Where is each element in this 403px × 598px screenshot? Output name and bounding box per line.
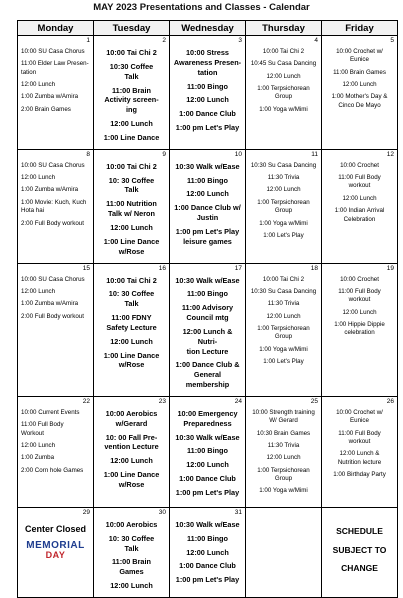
event-item: 12:00 Lunch xyxy=(266,312,301,320)
event-item: 10:00 Tai Chi 2 xyxy=(106,275,157,285)
day-cell xyxy=(18,263,94,396)
event-item: 12:00 Lunch xyxy=(110,456,153,466)
event-item: 12:00 Lunch xyxy=(110,222,153,232)
event-item: 12:00 Lunch xyxy=(21,81,56,89)
day-cell xyxy=(246,149,322,263)
event-item: 12:00 Lunch xyxy=(110,581,153,591)
day-number: 19 xyxy=(386,264,394,272)
event-item: 1:00 pm Let's Play xyxy=(175,488,240,497)
event-item: 10:00 Tai Chi 2 xyxy=(106,48,157,57)
event-item: 1:00 Line Dance w/Rose xyxy=(103,236,160,256)
day-cell xyxy=(246,396,322,507)
event-item: 10: 00 Fall Pre- vention Lecture xyxy=(104,432,159,452)
day-number: 5 xyxy=(390,37,394,44)
day-events xyxy=(170,150,245,253)
event-item: 11:00 Elder Law Presen- tation xyxy=(21,60,89,76)
event-item: 11:00 Bingo xyxy=(187,446,228,456)
day-number: 31 xyxy=(234,508,242,516)
event-item: 12:00 Lunch xyxy=(21,174,56,182)
event-item: 2:00 Full Body workout xyxy=(21,312,84,320)
event-item: 12:00 Lunch xyxy=(342,81,377,89)
event-item: 12:00 Lunch xyxy=(110,119,153,129)
day-number: 11 xyxy=(311,150,318,158)
event-item: 11:00 Full Body workout xyxy=(338,287,381,304)
day-events xyxy=(322,36,397,116)
event-item: 10:00 Stress Awareness Presen- tation xyxy=(173,48,242,77)
day-number: 29 xyxy=(82,508,90,516)
day-cell xyxy=(94,36,170,150)
weekday-monday: Monday xyxy=(18,21,94,36)
day-cell xyxy=(246,507,322,597)
event-item: 12:00 Lunch & Nutri- tion Lecture xyxy=(182,326,233,356)
event-item: 11:00 Brain Activity screen- ing xyxy=(104,85,159,115)
day-events xyxy=(94,150,169,263)
event-item: 1:00 Dance Club & General membership xyxy=(175,360,240,390)
event-item: 10:00 Emergency Preparedness xyxy=(177,408,238,428)
event-item: 10:00 Tai Chi 2 xyxy=(262,275,305,283)
event-item: 1:00 Yoga w/Mimi xyxy=(259,345,308,353)
event-item: 10:30 Walk w/Ease xyxy=(175,432,240,442)
event-item: 12:00 Lunch xyxy=(21,442,56,450)
event-item: 12:00 Lunch xyxy=(186,460,229,470)
memorial-day-logo-line1: MEMORIAL xyxy=(26,539,85,551)
event-item: 1:00 pm Let's Play leisure games xyxy=(175,226,240,246)
event-item: 10:30 Coffee Talk xyxy=(109,61,154,81)
event-item: 1:00 Let's Play xyxy=(263,231,304,239)
event-item: 1:00 Zumba w/Amira xyxy=(21,186,79,194)
event-item: 11:00 Brain Games xyxy=(112,557,151,577)
event-item: 11:00 FDNY Safety Lecture xyxy=(106,313,157,332)
weekday-wednesday: Wednesday xyxy=(170,21,246,36)
event-item: 11:00 Advisory Council mtg xyxy=(181,303,234,323)
event-item: 1:00 Terpsichorean Group xyxy=(257,198,310,215)
day-number: 23 xyxy=(158,397,166,405)
event-item: 11:30 Trivia xyxy=(267,300,300,308)
day-number: 22 xyxy=(82,397,90,405)
event-item: 12:00 Lunch xyxy=(186,95,229,105)
event-item: 11:00 Bingo xyxy=(187,81,228,91)
page-title: MAY 2023 Presentations and Classes - Calendar xyxy=(93,2,310,13)
day-number: 3 xyxy=(238,37,242,44)
day-number: 4 xyxy=(314,37,318,44)
event-item: 10:30 Walk w/Ease xyxy=(175,519,240,529)
day-number: 26 xyxy=(386,397,394,405)
day-cell xyxy=(322,263,398,396)
weekday-thursday: Thursday xyxy=(246,21,322,36)
event-item: 10:00 Strength training W/ Gerard xyxy=(252,408,315,425)
event-item: 1:00 Dance Club w/ Justin xyxy=(174,203,241,223)
event-item: 10:30 Walk w/Ease xyxy=(175,161,240,171)
event-item: 10:00 Tai Chi 2 xyxy=(262,48,305,55)
event-item: 11:00 Bingo xyxy=(187,175,228,185)
schedule-notice-line: CHANGE xyxy=(341,563,378,574)
day-cell xyxy=(94,263,170,396)
day-number: 24 xyxy=(234,397,242,405)
event-item: 10:30 Su Casa Dancing xyxy=(250,161,317,169)
event-item: 1:00 Terpsichorean Group xyxy=(257,324,310,341)
event-item: 10:00 Crochet w/ Eunice xyxy=(336,408,383,425)
day-cell xyxy=(322,149,398,263)
day-events xyxy=(170,36,245,139)
event-item: 1:00 Indian Arrival Celebration xyxy=(334,207,385,223)
event-item: 11:30 Trivia xyxy=(267,442,300,450)
event-item: 1:00 Dance Club xyxy=(179,561,236,571)
event-item: 10:30 Brain Games xyxy=(256,429,311,437)
event-item: 10:30 Su Casa Dancing xyxy=(250,287,317,295)
day-events xyxy=(246,508,321,522)
day-number: 30 xyxy=(158,508,166,516)
day-events xyxy=(94,397,169,496)
event-item: 12:00 Lunch xyxy=(110,336,153,346)
day-cell xyxy=(170,36,246,150)
event-item: 1:00 Terpsichorean Group xyxy=(257,85,310,101)
day-events xyxy=(322,264,397,344)
day-cell xyxy=(170,263,246,396)
day-cell xyxy=(322,396,398,507)
event-item: 1:00 Line Dance w/Rose xyxy=(103,350,160,370)
event-item: 10:00 Current Events xyxy=(21,408,80,416)
day-events xyxy=(246,264,321,373)
center-closed-label: Center Closed xyxy=(24,523,86,534)
event-item: 1:00 Birthday Party xyxy=(333,471,386,479)
weekday-tuesday: Tuesday xyxy=(94,21,170,36)
event-item: 12:00 Lunch xyxy=(266,186,301,194)
day-events xyxy=(322,397,397,486)
event-item: 11:00 Bingo xyxy=(187,289,228,299)
week-row xyxy=(18,396,398,507)
day-cell xyxy=(94,507,170,597)
weekday-friday: Friday xyxy=(322,21,398,36)
day-cell xyxy=(18,36,94,150)
event-item: 10:00 Aerobics w/Gerard xyxy=(105,408,158,428)
event-item: 1:00 Terpsichorean Group xyxy=(257,466,310,483)
day-events xyxy=(246,397,321,502)
event-item: 1:00 Yoga w/Mimi xyxy=(259,487,308,495)
event-item: 1:00 Zumba xyxy=(21,454,55,462)
event-item: 12:00 Lunch xyxy=(342,308,377,316)
day-events xyxy=(18,150,93,234)
week-row xyxy=(18,36,398,150)
day-events xyxy=(18,264,93,327)
day-events xyxy=(18,508,93,563)
week-row xyxy=(18,263,398,396)
day-number: 25 xyxy=(310,397,318,405)
event-item: 1:00 pm Let's Play xyxy=(175,575,240,585)
day-cell xyxy=(246,263,322,396)
day-number: 8 xyxy=(86,150,90,158)
event-item: 2:00 Brain Games xyxy=(21,105,71,113)
schedule-notice xyxy=(325,522,394,578)
day-number: 16 xyxy=(158,264,166,272)
day-events xyxy=(94,508,169,597)
event-item: 12:00 Lunch xyxy=(186,547,229,557)
event-item: 1:00 Hippie Dippie celebration xyxy=(334,320,385,337)
event-item: 1:00 pm Let's Play xyxy=(175,123,240,133)
schedule-notice-line: SCHEDULE xyxy=(336,525,383,536)
event-item: 10:00 SU Casa Chorus xyxy=(21,48,85,55)
event-item: 12:00 Lunch & Nutrition lecture xyxy=(337,450,382,466)
event-item: 11:00 Full Body workout xyxy=(338,429,381,446)
event-item: 1:00 Line Dance xyxy=(103,132,160,142)
memorial-day-logo xyxy=(21,540,90,561)
day-cell xyxy=(18,396,94,507)
day-cell xyxy=(170,149,246,263)
event-item: 2:00 Corn hole Games xyxy=(21,466,84,474)
day-events xyxy=(170,264,245,396)
day-events xyxy=(18,36,93,120)
calendar-grid xyxy=(17,20,398,598)
day-number: 15 xyxy=(82,264,90,272)
event-item: 10:00 Tai Chi 2 xyxy=(106,161,157,171)
event-item: 11:00 Nutrition Talk w/ Neron xyxy=(106,199,157,219)
event-item: 1:00 Zumba w/Amira xyxy=(21,93,79,101)
event-item: 10:00 Crochet xyxy=(340,161,379,169)
day-events xyxy=(246,150,321,247)
week-row xyxy=(18,149,398,263)
day-events xyxy=(170,397,245,504)
event-item: 1:00 Yoga w/Mimi xyxy=(259,105,308,113)
day-cell xyxy=(246,36,322,150)
event-item: 10:00 Crochet w/ Eunice xyxy=(336,48,383,64)
event-item: 11:00 Full Body Workout xyxy=(21,421,64,437)
schedule-notice-line: SUBJECT TO xyxy=(332,544,387,555)
day-events xyxy=(170,508,245,591)
event-item: 1:00 Mother's Day & Cinco De Mayo xyxy=(331,93,388,109)
day-cell xyxy=(322,36,398,150)
event-item: 10:00 Aerobics xyxy=(105,519,158,529)
event-item: 10:00 SU Casa Chorus xyxy=(21,161,85,169)
event-item: 10: 30 Coffee Talk xyxy=(108,175,155,195)
event-item: 11:00 Full Body workout xyxy=(338,174,381,190)
event-item: 11:00 Brain Games xyxy=(333,68,386,76)
event-item: 12:00 Lunch xyxy=(266,454,301,462)
event-item: 1:00 Zumba w/Amira xyxy=(21,300,79,308)
event-item: 2:00 Full Body workout xyxy=(21,219,84,227)
event-item: 10:30 Walk w/Ease xyxy=(175,275,240,285)
week-row xyxy=(18,507,398,597)
day-events xyxy=(18,397,93,481)
event-item: 12:00 Lunch xyxy=(266,72,301,80)
memorial-day-logo-line2: DAY xyxy=(45,549,66,560)
day-cell xyxy=(170,507,246,597)
day-events xyxy=(246,36,321,120)
event-item: 10:45 Su Casa Dancing xyxy=(250,60,317,68)
day-number: 1 xyxy=(86,37,90,44)
event-item: 11:00 Bingo xyxy=(187,533,228,543)
weekday-header-row xyxy=(18,21,398,36)
event-item: 1:00 Movie: Kuch, Kuch Hota hai xyxy=(21,198,87,215)
day-events xyxy=(94,36,169,149)
day-number: 12 xyxy=(386,150,394,158)
day-cell xyxy=(94,149,170,263)
day-events xyxy=(322,150,397,230)
day-number: 9 xyxy=(162,150,166,158)
event-item: 1:00 Let's Play xyxy=(263,358,304,366)
day-events xyxy=(322,508,397,580)
event-item: 1:00 Line Dance w/Rose xyxy=(103,470,160,489)
event-item: 10: 30 Coffee Talk xyxy=(108,533,155,553)
event-item: 1:00 Dance Club xyxy=(179,109,236,119)
event-item: 1:00 Dance Club xyxy=(179,474,236,484)
event-item: 1:00 Yoga w/Mimi xyxy=(259,219,308,227)
event-item: 10:00 SU Casa Chorus xyxy=(21,275,85,283)
day-cell xyxy=(170,396,246,507)
day-number: 17 xyxy=(234,264,242,272)
day-number: 2 xyxy=(162,37,166,44)
day-cell xyxy=(18,149,94,263)
event-item: 12:00 Lunch xyxy=(342,194,377,202)
event-item: 12:00 Lunch xyxy=(21,287,56,295)
day-cell xyxy=(322,507,398,597)
event-item: 10: 30 Coffee Talk xyxy=(108,289,155,309)
event-item: 11:30 Trivia xyxy=(267,174,300,182)
day-events xyxy=(94,264,169,377)
event-item: 10:00 Crochet xyxy=(340,275,379,283)
day-number: 10 xyxy=(234,150,242,158)
day-cell xyxy=(18,507,94,597)
day-number: 18 xyxy=(310,264,318,272)
event-item: 12:00 Lunch xyxy=(186,189,229,199)
day-cell xyxy=(94,396,170,507)
